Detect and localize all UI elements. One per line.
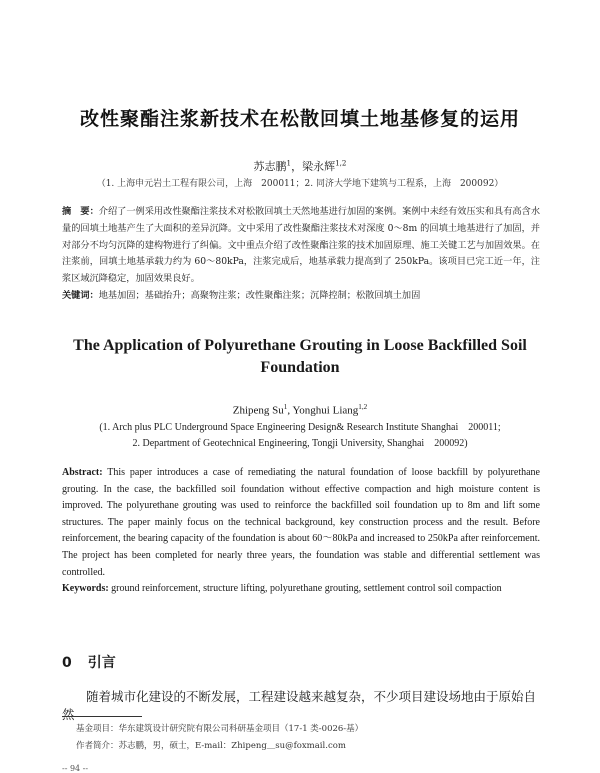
- page-number: -- 94 --: [62, 764, 89, 773]
- keywords-cn: [62, 288, 540, 305]
- footnote-author-bio: 作者简介：苏志鹏，男，硕士，E-mail：Zhipeng＿su@foxmail.com: [76, 741, 346, 751]
- author-1-affil-mark: 1: [286, 158, 292, 168]
- authors-en: [0, 403, 600, 417]
- authors-cn: [0, 158, 600, 174]
- author-separator-en: ,: [287, 404, 293, 417]
- keywords-label-en: Keywords:: [62, 583, 109, 595]
- abstract-label-cn: 摘 要：: [62, 206, 99, 217]
- author-2-en: Yonghui Liang: [292, 404, 359, 417]
- footnote-divider: [62, 716, 142, 717]
- author-1-cn: 苏志鹏: [253, 160, 287, 173]
- abstract-block-cn: [62, 204, 540, 305]
- author-1-affil-mark-en: 1: [283, 403, 288, 411]
- section-heading: [62, 652, 132, 672]
- keywords-text-cn: 地基加固；基础抬升；高聚物注浆；改性聚酯注浆；沉降控制；松散回填土加固: [98, 289, 421, 301]
- affiliation-en: [40, 420, 560, 452]
- keywords-label-cn: 关键词：: [62, 289, 99, 301]
- affiliation-cn: （1. 上海申元岩土工程有限公司，上海 200011；2. 同济大学地下建筑与工程系，上海 200092）: [96, 179, 504, 189]
- keywords-text-en: ground reinforcement, structure lifting, polyurethane grouting, settlement control soil compaction: [111, 583, 502, 595]
- affiliation-en-line-2: 2. Department of Geotechnical Engineering, Tongji University, Shanghai 200092): [132, 438, 468, 449]
- affiliation-en-line-1: (1. Arch plus PLC Underground Space Engineering Design& Research Institute Shanghai 200011;: [99, 422, 501, 433]
- abstract-en: [62, 465, 540, 581]
- author-1-en: Zhipeng Su: [232, 404, 284, 417]
- keywords-en: [62, 581, 540, 598]
- author-2-cn: 梁永辉: [302, 160, 336, 173]
- author-2-affil-mark: 1,2: [335, 158, 347, 168]
- body-paragraph: 随着城市化建设的不断发展，工程建设越来越复杂，不少项目建设场地由于原始自然: [62, 689, 537, 722]
- abstract-text-cn: 介绍了一例采用改性聚酯注浆技术对松散回填土天然地基进行加固的案例。案例中未经有效压实和具有高含水量的回填土地基产生了大面积的差异沉降。文中采用了改性聚酯注浆技术对深度 0～8m 的回填土地基进行了加固，并对部分不均匀沉降的建构物进行了纠偏。文中重点介绍了改性聚酯注浆的技术加固原理、施工关键工艺与加固效果。在注浆前，回填土地基承载力约为 60～80kPa，注浆完成后，地基承载力提高到了 250kPa。该项目已完工近一年，注浆区域沉降稳定，加固效果良好。: [62, 206, 541, 285]
- abstract-text-en: This paper introduces a case of remediating the natural foundation of loose backfill by polyurethane grouting. In the case, the backfilled soil foundation without effective compaction and high moisture content is improved. The polyurethane grouting was used to reinforce the backfilled soil foundation up to 8m and lift some structures. The paper mainly focus on the technical background, key construction process and the result. Before reinforcement, the bearing capacity of the foundation is about 60～80kPa and increased to 250kPa after reinforcement. The project has been completed for nearly three years, the foundation was stable and differential settlement was controlled.: [62, 467, 540, 578]
- footnote-fund: 基金项目：华东建筑设计研究院有限公司科研基金项目（17-1 类-0026-基）: [76, 724, 364, 734]
- abstract-label-en: Abstract:: [62, 467, 103, 478]
- abstract-cn: [62, 204, 540, 288]
- section-number: 0: [62, 655, 72, 671]
- paper-title-en: The Application of Polyurethane Grouting in Loose Backfilled Soil Foundation: [73, 337, 527, 376]
- author-separator: ，: [291, 160, 303, 173]
- section-title: 引言: [87, 655, 116, 671]
- author-2-affil-mark-en: 1,2: [358, 403, 368, 411]
- abstract-block-en: [62, 465, 540, 598]
- paper-title-cn: 改性聚酯注浆新技术在松散回填土地基修复的运用: [79, 108, 520, 130]
